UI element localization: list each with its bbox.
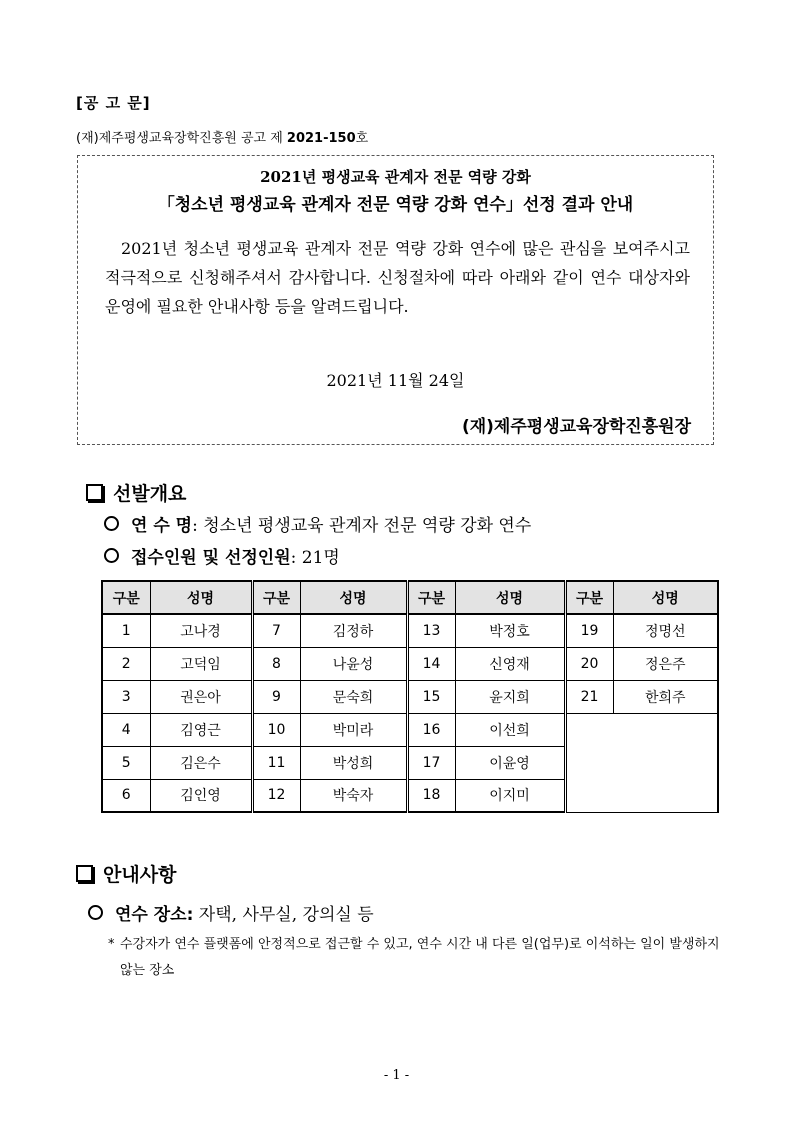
circle-bullet-icon	[88, 905, 103, 920]
cell-no: 21	[565, 680, 613, 713]
notice-title-line1: 2021년 평생교육 관계자 전문 역량 강화	[260, 168, 531, 186]
notice-number-suffix: 호	[355, 131, 369, 146]
notice-number	[76, 127, 368, 146]
cell-name: 신영재	[455, 647, 565, 680]
participant-count-label: 접수인원 및 선정인원	[131, 548, 291, 568]
section-heading-text: 선발개요	[113, 483, 187, 505]
cell-no: 13	[407, 614, 455, 647]
cell-name: 김영근	[150, 713, 252, 746]
cell-no: 10	[252, 713, 300, 746]
cell-name: 김정하	[300, 614, 407, 647]
checkbox-square-icon	[86, 484, 103, 501]
column-header-name: 성명	[150, 581, 252, 614]
column-header-name: 성명	[455, 581, 565, 614]
column-header-name: 성명	[300, 581, 407, 614]
notice-number-prefix: (재)제주평생교육장학진흥원 공고 제	[76, 131, 287, 146]
cell-no: 3	[102, 680, 150, 713]
cell-no: 14	[407, 647, 455, 680]
circle-bullet-icon	[104, 516, 119, 531]
cell-name: 고덕임	[150, 647, 252, 680]
cell-no: 12	[252, 779, 300, 812]
footnote-asterisk: *	[108, 937, 115, 952]
location-label: 연수 장소:	[115, 905, 194, 925]
table-row	[102, 614, 718, 647]
cell-name: 고나경	[150, 614, 252, 647]
participant-count-value: : 21명	[290, 548, 340, 568]
cell-no: 1	[102, 614, 150, 647]
notice-body: 2021년 청소년 평생교육 관계자 전문 역량 강화 연수에 많은 관심을 보여주시고 적극적으로 신청해주셔서 감사합니다. 신청절차에 따라 아래와 같이 연수 대상자와 운영에 필요한 안내사항 등을 알려드립니다.	[105, 239, 690, 316]
cell-name: 김인영	[150, 779, 252, 812]
cell-name: 박정호	[455, 614, 565, 647]
table-header-row	[102, 581, 718, 614]
course-name-value: : 청소년 평생교육 관계자 전문 역량 강화 연수	[192, 516, 532, 536]
location-footnote	[108, 932, 728, 984]
table-row	[102, 647, 718, 680]
notice-number-value: 2021-150	[286, 131, 356, 146]
notice-box	[77, 155, 714, 445]
notice-signature: (재)제주평생교육장학진흥원장	[461, 417, 691, 437]
overview-participant-count	[104, 543, 340, 568]
cell-name: 정은주	[613, 647, 718, 680]
cell-name: 박숙자	[300, 779, 407, 812]
notice-title-line2: 「청소년 평생교육 관계자 전문 역량 강화 연수」선정 결과 안내	[157, 195, 634, 215]
footnote-text: 수강자가 연수 플랫폼에 안정적으로 접근할 수 있고, 연수 시간 내 다른 일(업무)로 이석하는 일이 발생하지 않는 장소	[120, 937, 720, 978]
column-header-no: 구분	[102, 581, 150, 614]
page-number: - 1 -	[383, 1068, 410, 1083]
cell-name: 문숙희	[300, 680, 407, 713]
cell-no: 18	[407, 779, 455, 812]
notice-label: [공 고 문]	[76, 94, 151, 112]
cell-no: 17	[407, 746, 455, 779]
circle-bullet-icon	[104, 548, 119, 563]
cell-no: 8	[252, 647, 300, 680]
table-row	[102, 713, 718, 746]
column-header-name: 성명	[613, 581, 718, 614]
cell-no: 15	[407, 680, 455, 713]
section-heading-overview	[86, 479, 186, 506]
column-header-no: 구분	[565, 581, 613, 614]
cell-name: 나윤성	[300, 647, 407, 680]
cell-no: 20	[565, 647, 613, 680]
column-header-no: 구분	[252, 581, 300, 614]
cell-name: 한희주	[613, 680, 718, 713]
cell-name: 박미라	[300, 713, 407, 746]
guidance-location	[88, 900, 374, 925]
cell-no: 11	[252, 746, 300, 779]
notice-date: 2021년 11월 24일	[326, 371, 465, 390]
cell-name: 이지미	[455, 779, 565, 812]
section-heading-guidance	[76, 860, 176, 887]
cell-no: 16	[407, 713, 455, 746]
location-value: 자택, 사무실, 강의실 등	[193, 905, 374, 925]
cell-no: 7	[252, 614, 300, 647]
cell-no: 2	[102, 647, 150, 680]
cell-no: 4	[102, 713, 150, 746]
cell-name: 박성희	[300, 746, 407, 779]
cell-name: 이선희	[455, 713, 565, 746]
table-row	[102, 680, 718, 713]
selected-participants-table	[101, 580, 719, 813]
cell-name: 이윤영	[455, 746, 565, 779]
empty-merged-cell	[565, 713, 718, 812]
cell-name: 정명선	[613, 614, 718, 647]
cell-name: 권은아	[150, 680, 252, 713]
course-name-label: 연 수 명	[131, 516, 193, 536]
column-header-no: 구분	[407, 581, 455, 614]
overview-course-name	[104, 511, 531, 536]
checkbox-square-icon	[76, 865, 93, 882]
cell-name: 윤지희	[455, 680, 565, 713]
cell-no: 5	[102, 746, 150, 779]
cell-name: 김은수	[150, 746, 252, 779]
cell-no: 6	[102, 779, 150, 812]
cell-no: 9	[252, 680, 300, 713]
cell-no: 19	[565, 614, 613, 647]
section-heading-text: 안내사항	[103, 864, 177, 886]
